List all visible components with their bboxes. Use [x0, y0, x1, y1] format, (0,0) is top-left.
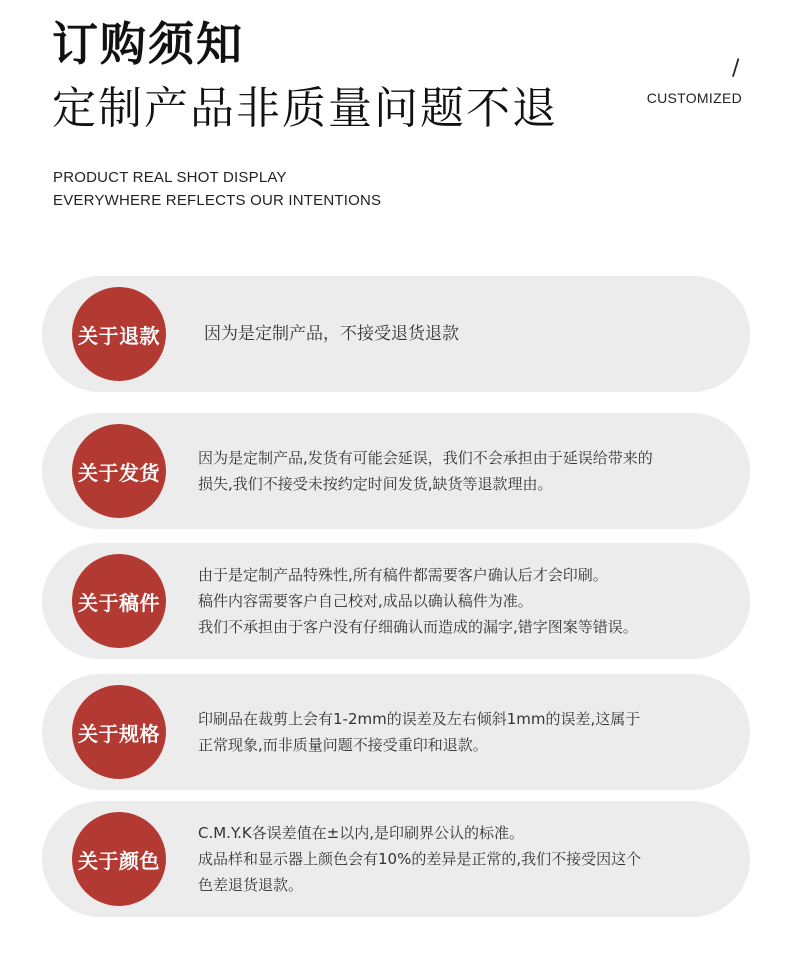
notice-badge-label: 关于发货 — [78, 460, 160, 485]
english-tagline-line: PRODUCT REAL SHOT DISPLAY — [53, 169, 287, 186]
english-tagline-line: EVERYWHERE REFLECTS OUR INTENTIONS — [53, 192, 382, 209]
notice-card-color — [42, 801, 750, 917]
notice-text — [204, 276, 722, 392]
notice-badge-label: 关于稿件 — [78, 590, 160, 615]
notice-badge — [72, 812, 166, 906]
slash-decoration: / — [732, 56, 740, 81]
notice-card-shipping — [42, 413, 750, 529]
notice-badge — [72, 554, 166, 648]
customized-tag: CUSTOMIZED — [646, 90, 742, 106]
notice-line: 我们不承担由于客户没有仔细确认而造成的漏字,错字图案等错误。 — [198, 618, 638, 636]
notice-line: 正常现象,而非质量问题不接受重印和退款。 — [198, 736, 488, 754]
notice-line: 损失,我们不接受未按约定时间发货,缺货等退款理由。 — [198, 475, 553, 493]
notice-line: 印刷品在裁剪上会有1-2mm的误差及左右倾斜1mm的误差,这属于 — [198, 710, 641, 728]
notice-badge — [72, 685, 166, 779]
notice-text — [198, 543, 722, 659]
notice-badge — [72, 287, 166, 381]
notice-badge-label: 关于规格 — [78, 721, 160, 746]
notice-card-manuscript — [42, 543, 750, 659]
notice-line: 成品样和显示器上颜色会有10%的差异是正常的,我们不接受因这个 — [198, 850, 642, 868]
english-tagline — [53, 166, 381, 212]
page-title: 订购须知 — [52, 17, 244, 71]
notice-line: 由于是定制产品特殊性,所有稿件都需要客户确认后才会印刷。 — [198, 566, 608, 584]
notice-line: C.M.Y.K各误差值在±以内,是印刷界公认的标准。 — [198, 824, 525, 842]
notice-line: 色差退货退款。 — [198, 876, 304, 894]
page-subtitle: 定制产品非质量问题不退 — [52, 83, 558, 134]
notice-text — [198, 801, 722, 917]
notice-badge-label: 关于颜色 — [78, 848, 160, 873]
notice-line: 稿件内容需要客户自己校对,成品以确认稿件为准。 — [198, 592, 533, 610]
notice-line: 因为是定制产品，不接受退货退款 — [204, 324, 459, 344]
notice-text — [198, 674, 722, 790]
notice-text — [198, 413, 722, 529]
notice-badge — [72, 424, 166, 518]
notice-badge-label: 关于退款 — [78, 323, 160, 348]
notice-card-refund — [42, 276, 750, 392]
notice-line: 因为是定制产品,发货有可能会延误，我们不会承担由于延误给带来的 — [198, 449, 653, 467]
notice-card-specification — [42, 674, 750, 790]
